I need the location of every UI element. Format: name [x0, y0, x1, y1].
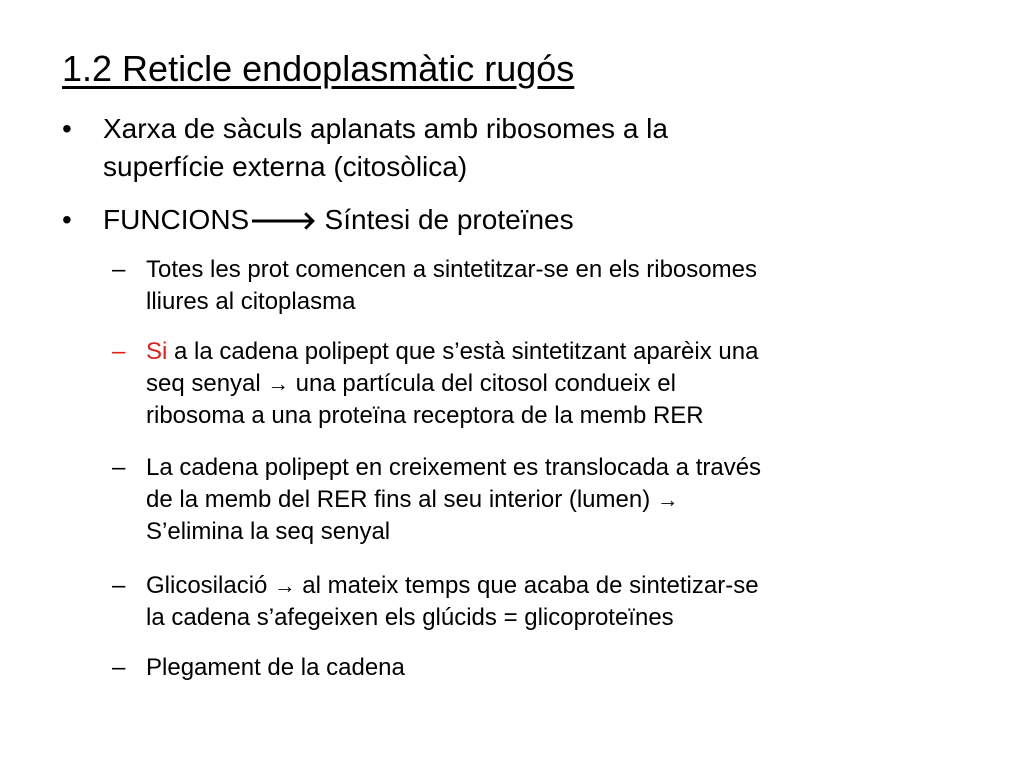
subitem-signal-sequence	[112, 336, 976, 432]
bullet-line: superfície externa (citosòlica)	[103, 151, 468, 182]
arrow-right-icon: →	[274, 573, 296, 598]
dash-marker: –	[112, 256, 126, 283]
bullet-item-functions	[62, 201, 963, 240]
dash-marker: –	[112, 572, 126, 599]
subitem-line: Totes les prot comencen a sintetitzar-se en els ribosomes	[146, 256, 757, 283]
subitem-text: al mateix temps que acaba de sintetizar-se	[295, 572, 759, 599]
highlight-word: Si	[146, 338, 168, 365]
subitem-line: ribosoma a una proteïna receptora de la memb RER	[146, 402, 704, 429]
subitem-line	[146, 368, 976, 400]
bullet-item-structure	[62, 110, 963, 186]
dash-marker: –	[112, 654, 126, 681]
subitem-line: la cadena s’afegeixen els glúcids = glicoproteïnes	[146, 604, 674, 631]
dash-marker: –	[112, 338, 126, 365]
subitem-line	[146, 484, 976, 516]
subitem-line: S’elimina la seq senyal	[146, 518, 391, 545]
subitem-line: lliures al citoplasma	[146, 288, 356, 315]
subitem-text: a la cadena polipept que s’està sintetitzant aparèix una	[167, 338, 759, 365]
subitem-line: Plegament de la cadena	[146, 654, 405, 681]
arrow-right-icon: →	[656, 487, 679, 512]
bullet-line	[103, 201, 963, 240]
functions-label: FUNCIONS	[103, 204, 250, 235]
subitem-translocation	[112, 452, 976, 548]
subitem-free-ribosomes	[112, 254, 976, 318]
arrow-right-icon: →	[267, 371, 289, 396]
dash-marker: –	[112, 454, 126, 481]
bullet-line: Xarxa de sàculs aplanats amb ribosomes a la	[103, 113, 668, 144]
bullet-marker: •	[62, 204, 72, 235]
subitem-folding	[112, 652, 976, 684]
subitem-text: Glicosilació	[146, 572, 275, 599]
subitem-line	[146, 336, 976, 368]
subitem-text: de la memb del RER fins al seu interior (lumen)	[146, 486, 657, 513]
subitem-glycosylation	[112, 570, 976, 634]
subitem-text: seq senyal	[146, 370, 268, 397]
functions-text: Síntesi de proteïnes	[316, 204, 574, 235]
slide-title: 1.2 Reticle endoplasmàtic rugós	[62, 48, 575, 89]
bullet-marker: •	[62, 113, 72, 144]
arrow-right-icon: 🡒	[249, 207, 317, 235]
subitem-text: una partícula del citosol condueix el	[289, 370, 676, 397]
subitem-line: La cadena polipept en creixement es translocada a través	[146, 454, 762, 481]
subitem-line	[146, 570, 976, 602]
